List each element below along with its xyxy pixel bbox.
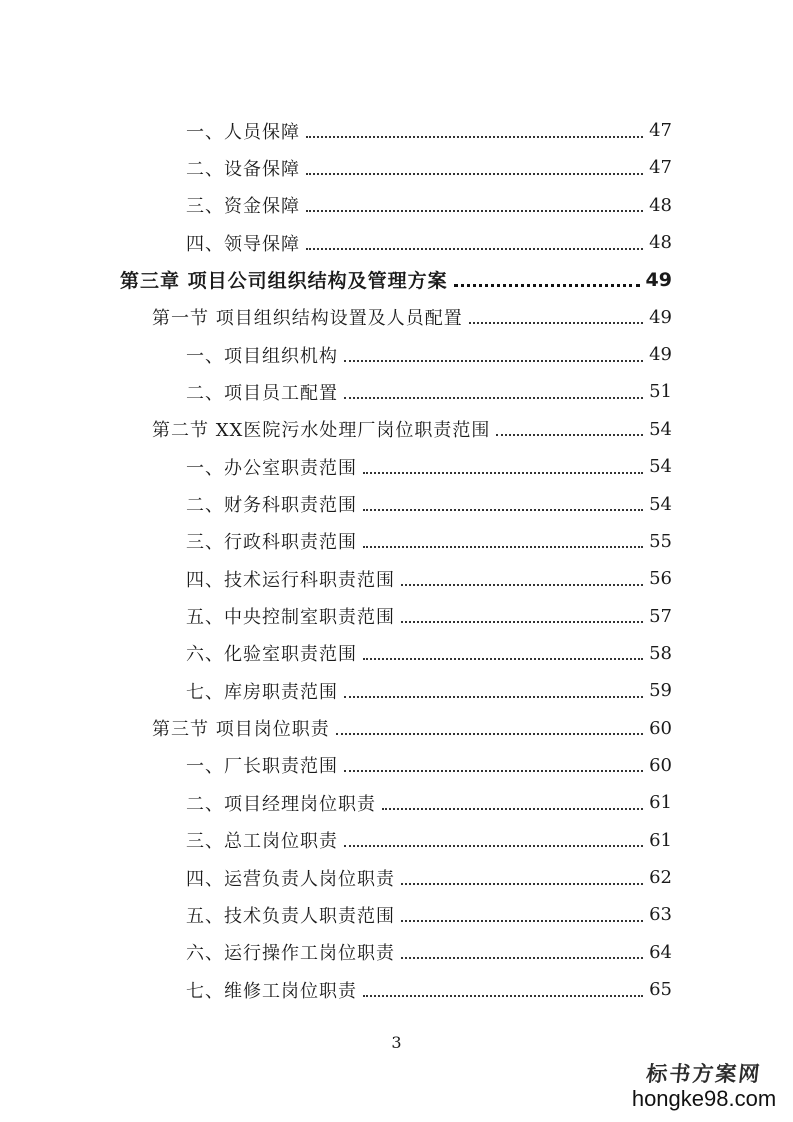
toc-dot-leader <box>382 808 643 810</box>
toc-dot-leader <box>401 957 643 959</box>
toc-entry-page: 58 <box>649 642 672 664</box>
toc-entry-page: 47 <box>649 120 672 141</box>
toc-dot-leader <box>363 658 643 660</box>
toc-entry-label: 第一节 项目组织结构设置及人员配置 <box>152 308 463 330</box>
toc-entry-section[interactable] <box>0 411 672 448</box>
watermark-title: 标书方案网 <box>645 1061 763 1086</box>
toc-entry-page: 65 <box>649 979 672 1001</box>
watermark-url: hongke98.com <box>631 1086 777 1111</box>
toc-dot-leader <box>344 696 643 698</box>
toc-entry-section[interactable] <box>0 710 672 747</box>
toc-dot-leader <box>454 284 640 287</box>
toc-entry-section[interactable] <box>0 299 672 336</box>
toc-dot-leader <box>401 621 643 623</box>
toc-entry-page: 54 <box>649 493 672 515</box>
toc-entry-item[interactable] <box>0 859 672 896</box>
toc-entry-page: 60 <box>649 754 672 776</box>
toc-entry-label: 四、领导保障 <box>186 233 300 255</box>
toc-entry-page: 54 <box>649 418 672 440</box>
toc-entry-page: 49 <box>649 306 672 328</box>
toc-dot-leader <box>306 136 643 138</box>
toc-entry-item[interactable] <box>0 934 672 971</box>
toc-entry-label: 第三章 项目公司组织结构及管理方案 <box>120 270 448 293</box>
toc-entry-page: 48 <box>649 232 672 254</box>
toc-dot-leader <box>469 322 643 324</box>
toc-entry-item[interactable] <box>0 112 672 149</box>
toc-entry-label: 六、运行操作工岗位职责 <box>186 943 395 965</box>
toc-entry-label: 一、办公室职责范围 <box>186 457 357 479</box>
toc-entry-label: 二、财务科职责范围 <box>186 495 357 516</box>
toc-dot-leader <box>344 397 643 399</box>
toc-entry-page: 60 <box>649 717 672 739</box>
toc-entry-label: 一、人员保障 <box>186 121 300 143</box>
toc-dot-leader <box>306 248 643 250</box>
toc-dot-leader <box>363 546 643 548</box>
toc-entry-label: 二、项目经理岗位职责 <box>186 793 376 815</box>
toc-entry-label: 七、维修工岗位职责 <box>186 980 357 1002</box>
toc-entry-item[interactable] <box>0 747 672 784</box>
toc-entry-page: 62 <box>649 867 672 888</box>
toc-dot-leader <box>344 360 643 362</box>
toc-entry-page: 49 <box>649 344 672 366</box>
toc-entry-item[interactable] <box>0 523 672 560</box>
toc-entry-label: 五、技术负责人职责范围 <box>186 905 395 927</box>
toc-entry-page: 47 <box>649 157 672 179</box>
toc-entry-page: 54 <box>649 456 672 478</box>
toc-dot-leader <box>306 210 643 212</box>
toc-entry-page: 63 <box>649 904 672 926</box>
toc-entry-label: 一、厂长职责范围 <box>186 756 338 778</box>
toc-entry-page: 49 <box>645 268 672 291</box>
toc-dot-leader <box>401 584 643 586</box>
toc-entry-label: 三、行政科职责范围 <box>186 532 357 554</box>
toc-entry-item[interactable] <box>0 784 672 821</box>
toc-dot-leader <box>344 845 643 847</box>
toc-entry-label: 二、设备保障 <box>186 158 300 180</box>
toc-entry-page: 56 <box>649 568 672 590</box>
toc-entry-item[interactable] <box>0 672 672 709</box>
toc-entry-item[interactable] <box>0 336 672 373</box>
toc-dot-leader <box>363 509 643 511</box>
site-watermark <box>629 1058 779 1112</box>
toc-entry-item[interactable] <box>0 971 672 1008</box>
toc-entry-label: 第三节 项目岗位职责 <box>152 719 330 741</box>
toc-entry-page: 64 <box>649 941 672 963</box>
toc-dot-leader <box>401 920 643 922</box>
toc-entry-item[interactable] <box>0 598 672 635</box>
toc-entry-label: 七、库房职责范围 <box>186 681 338 703</box>
toc-dot-leader <box>363 472 643 474</box>
toc-entry-label: 五、中央控制室职责范围 <box>186 607 395 629</box>
toc-entry-label: 三、资金保障 <box>186 196 300 218</box>
toc-entry-label: 六、化验室职责范围 <box>186 644 357 666</box>
toc-entry-label: 二、项目员工配置 <box>186 382 338 404</box>
toc-dot-leader <box>363 995 643 997</box>
toc-entry-item[interactable] <box>0 149 672 186</box>
toc-dot-leader <box>401 883 643 885</box>
toc-dot-leader <box>344 770 643 772</box>
toc-entry-label: 四、技术运行科职责范围 <box>186 569 395 591</box>
toc-entry-label: 第二节 XX医院污水处理厂岗位职责范围 <box>152 420 491 442</box>
toc-entry-item[interactable] <box>0 373 672 410</box>
toc-dot-leader <box>336 733 643 735</box>
toc-entry-page: 57 <box>649 605 672 627</box>
toc-entry-label: 四、运营负责人岗位职责 <box>186 868 395 890</box>
toc-entry-item[interactable] <box>0 187 672 224</box>
toc-entry-page: 59 <box>649 680 672 702</box>
toc-entry-item[interactable] <box>0 448 672 485</box>
toc-entry-item[interactable] <box>0 896 672 933</box>
toc-entry-label: 一、项目组织机构 <box>186 345 338 367</box>
toc-dot-leader <box>306 173 643 175</box>
toc-entry-page: 48 <box>649 194 672 216</box>
toc-entry-item[interactable] <box>0 486 672 523</box>
toc-entry-item[interactable] <box>0 560 672 597</box>
toc-entry-chapter[interactable] <box>0 261 672 298</box>
toc-entry-item[interactable] <box>0 635 672 672</box>
page-number: 3 <box>391 1033 402 1052</box>
toc-entry-label: 三、总工岗位职责 <box>186 831 338 853</box>
toc-entry-item[interactable] <box>0 224 672 261</box>
toc-entry-page: 61 <box>649 792 672 814</box>
toc-entry-page: 51 <box>649 381 672 403</box>
toc-entry-item[interactable] <box>0 822 672 859</box>
toc-dot-leader <box>496 434 643 436</box>
toc-entry-page: 55 <box>649 530 672 552</box>
toc-entry-page: 61 <box>649 829 672 851</box>
